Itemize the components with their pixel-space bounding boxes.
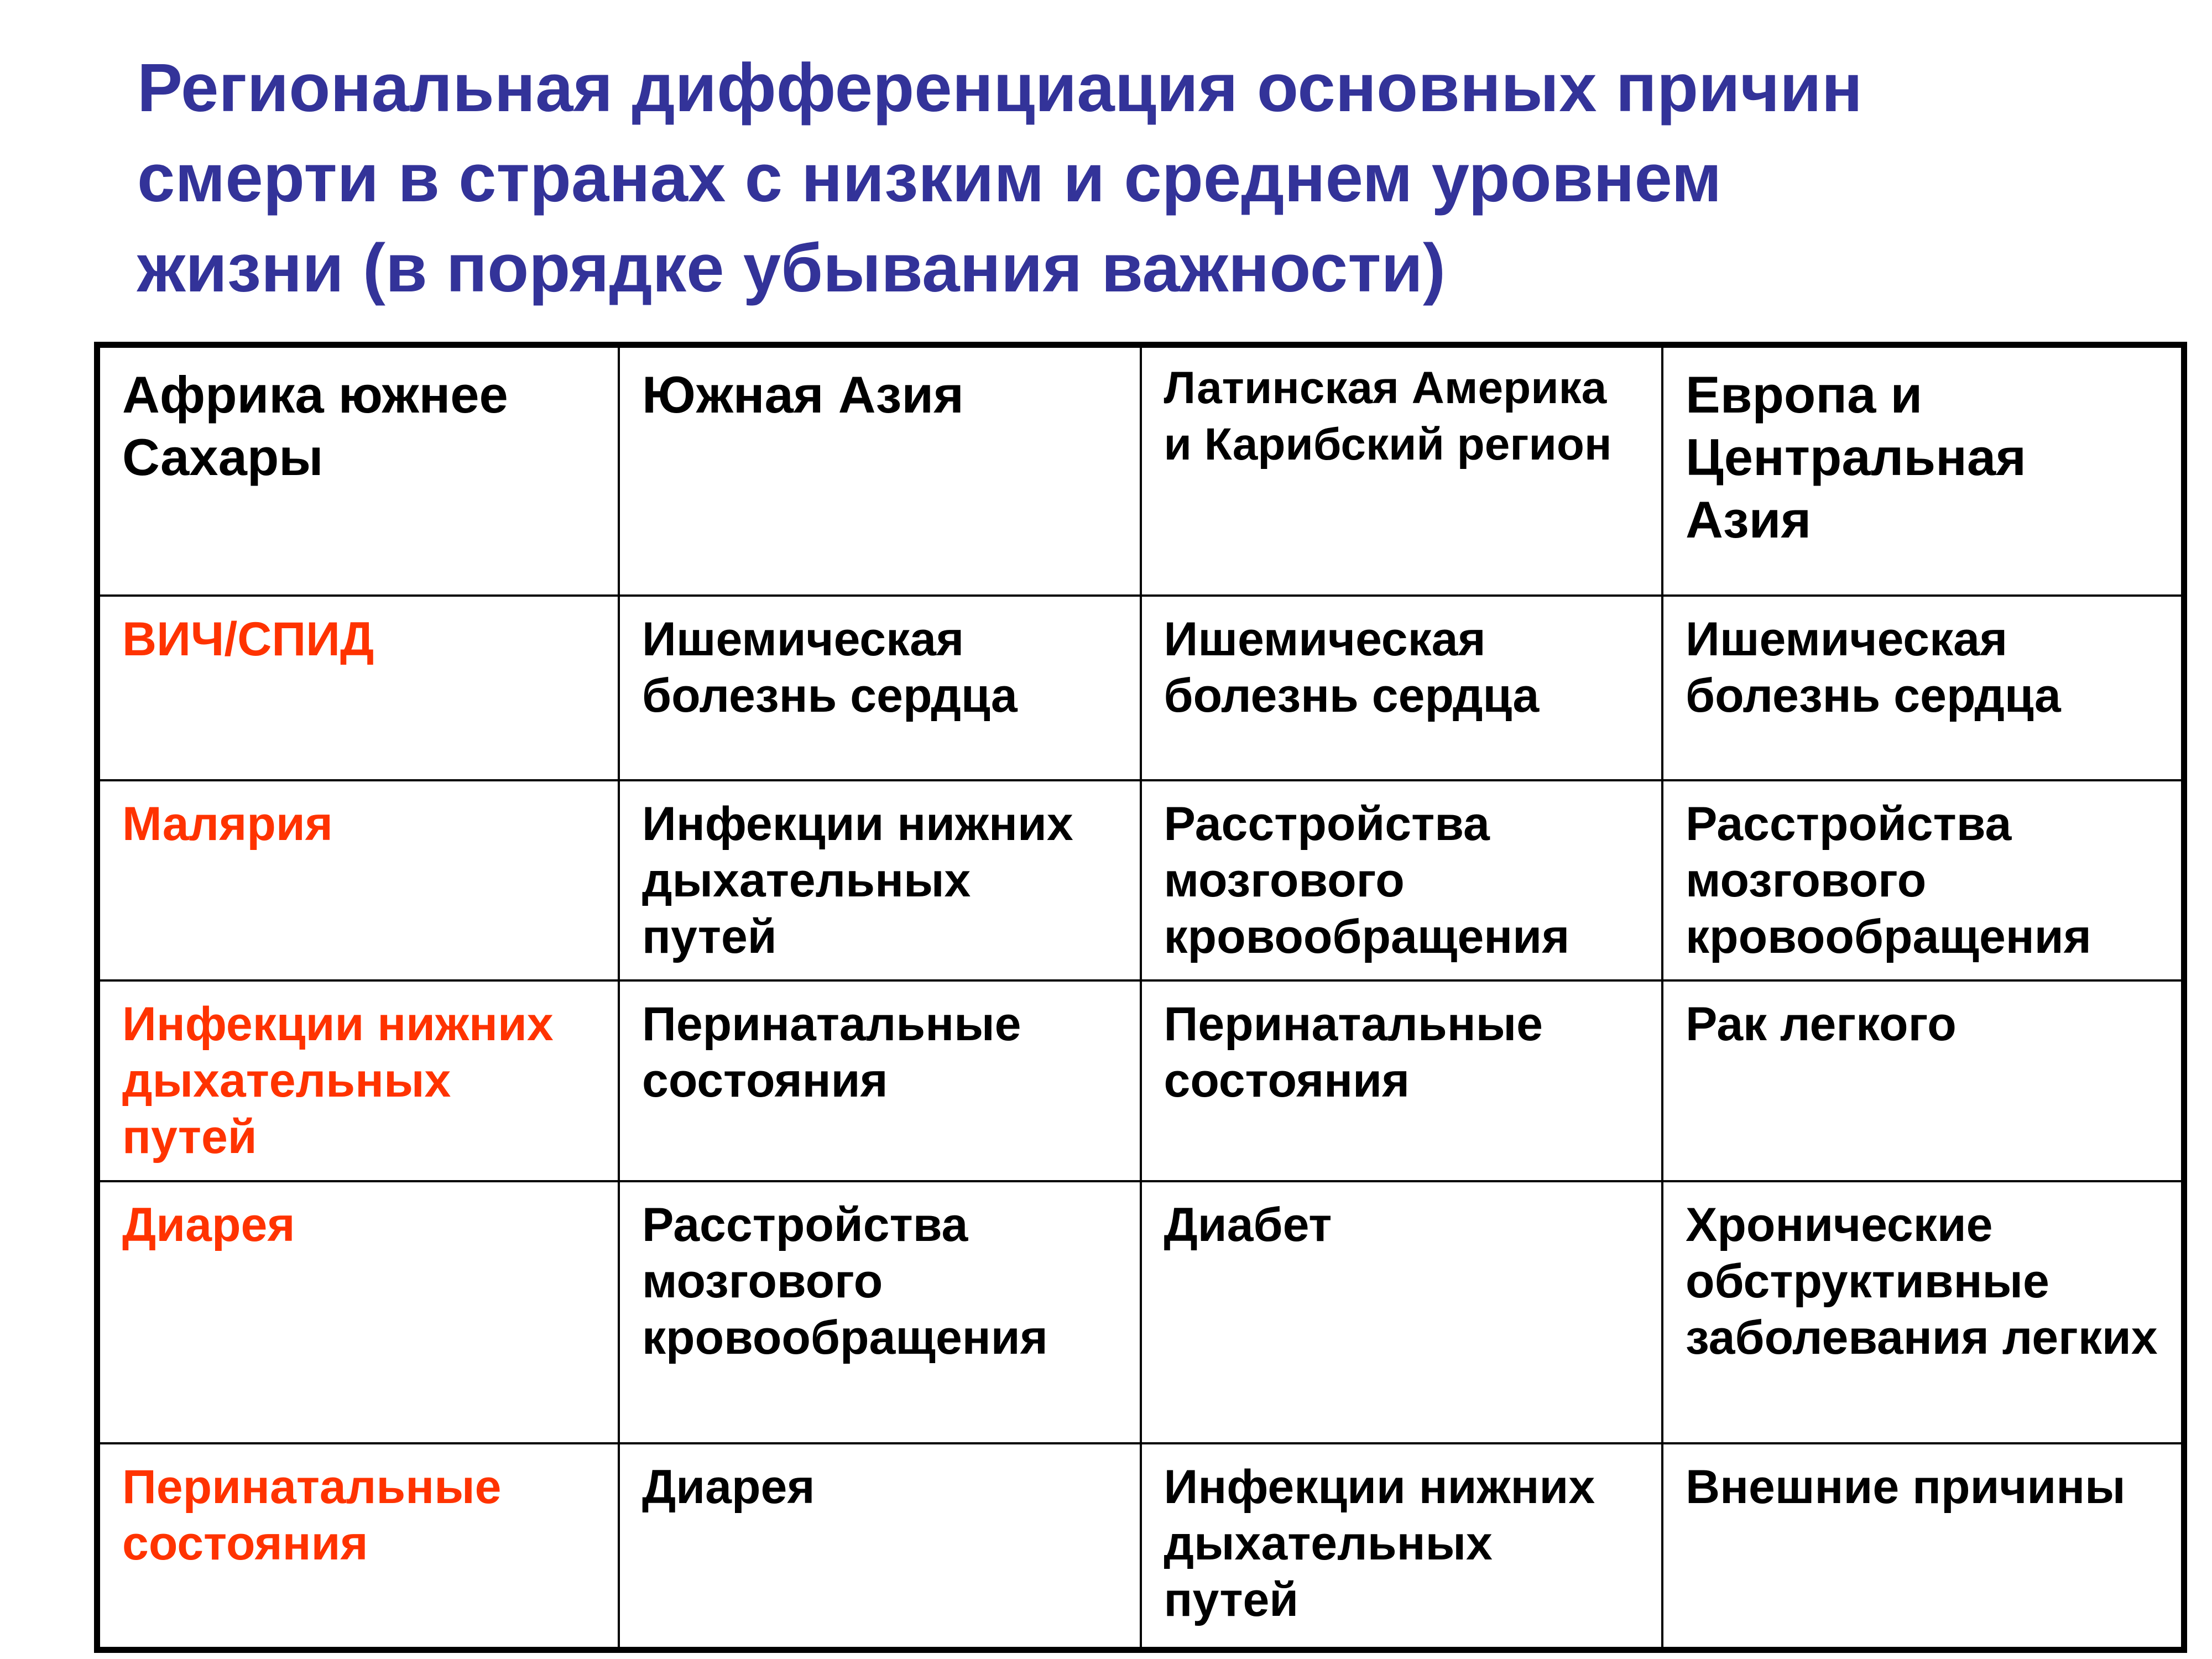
table-cell: Диарея (619, 1443, 1141, 1650)
title-line-1: Региональная дифференциация основных причин (137, 50, 1863, 126)
table-cell: Перинатальные состояния (97, 1443, 619, 1650)
table-cell: Рак легкого (1662, 980, 2184, 1181)
table-cell: Диабет (1141, 1181, 1663, 1443)
table-header-row (97, 345, 2184, 596)
table-cell: Перинатальные состояния (619, 980, 1141, 1181)
causes-of-death-table (94, 342, 2187, 1653)
table-cell: Инфекции нижних дыхательных путей (97, 980, 619, 1181)
title-line-2: смерти в странах с низким и среднем уровнем (137, 140, 1722, 216)
table-cell: Инфекции нижних дыхательных путей (619, 780, 1141, 980)
header-cell-sub-saharan-africa: Африка южнее Сахары (97, 345, 619, 596)
table-cell: Диарея (97, 1181, 619, 1443)
table-cell: Ишемическая болезнь сердца (1141, 596, 1663, 780)
table-cell: Хронические обструктивные заболевания легких (1662, 1181, 2184, 1443)
slide-title (137, 43, 2128, 314)
table-cell: Расстройства мозгового кровообращения (619, 1181, 1141, 1443)
table-cell: Ишемическая болезнь сердца (619, 596, 1141, 780)
header-cell-europe-central-asia: Европа и Центральная Азия (1662, 345, 2184, 596)
table-cell: Внешние причины (1662, 1443, 2184, 1650)
table-row (97, 596, 2184, 780)
table-cell: Инфекции нижних дыхательных путей (1141, 1443, 1663, 1650)
header-cell-latin-america-caribbean: Латинская Америка и Карибский регион (1141, 345, 1663, 596)
table-row (97, 1443, 2184, 1650)
title-line-3: жизни (в порядке убывания важности) (137, 231, 1446, 306)
table-cell: Расстройства мозгового кровообращения (1141, 780, 1663, 980)
table-row (97, 980, 2184, 1181)
table-row (97, 1181, 2184, 1443)
table-cell: Расстройства мозгового кровообращения (1662, 780, 2184, 980)
table-row (97, 780, 2184, 980)
table-cell: Малярия (97, 780, 619, 980)
header-cell-south-asia: Южная Азия (619, 345, 1141, 596)
table-cell: Перинатальные состояния (1141, 980, 1663, 1181)
table-cell: Ишемическая болезнь сердца (1662, 596, 2184, 780)
table-cell: ВИЧ/СПИД (97, 596, 619, 780)
